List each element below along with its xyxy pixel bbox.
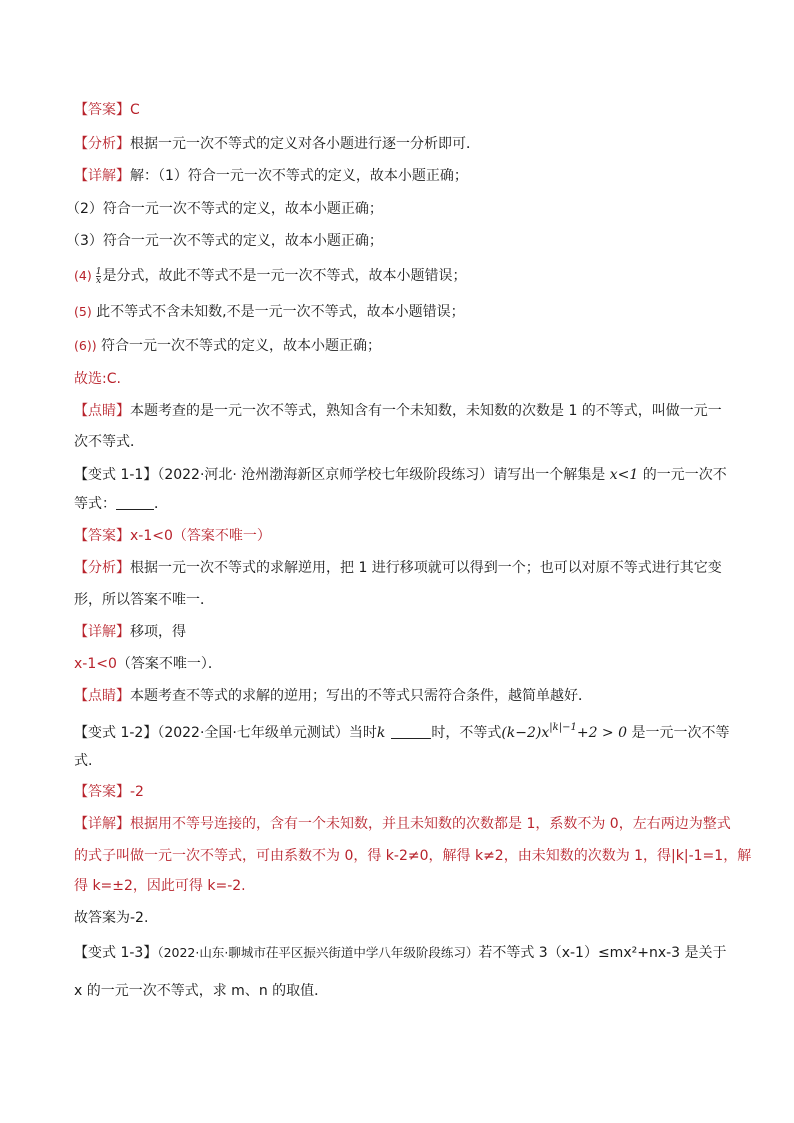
detail-item-2: （2）符合一元一次不等式的定义，故本小题正确； [66,201,383,217]
detail-item-4 [74,266,466,286]
detail-tag: 【详解】 [74,624,130,640]
detail-answer-line [74,654,222,674]
variant-1-3-line [74,943,727,963]
solution-set: x<1 [609,467,639,483]
variant-text: 当时 [348,725,377,741]
item-number: (4) [74,268,92,283]
answer-tag: 【答案】 [74,102,130,118]
variant-source: （2022·山东·聊城市茌平区振兴街道中学八年级阶段练习） [157,945,479,960]
detail-continuation-2: 得 k=±2，因此可得 k=-2. [74,878,246,894]
comment-line [74,686,592,706]
variant-1-2-continuation: 式. [74,753,93,769]
detail-item-5 [74,302,465,322]
variant-tag: 【变式 1-2】 [74,725,158,741]
variant-source: （2022·河北· 沧州渤海新区京师学校七年级阶段练习） [157,467,494,483]
comment-tag: 【点睛】 [74,403,130,419]
analysis-text: 根据一元一次不等式的定义对各小题进行逐一分析即可． [130,136,480,152]
detail-line [74,622,186,642]
analysis-line [74,558,722,578]
detail-tag: 【详解】 [74,816,130,832]
analysis-continuation: 形，所以答案不唯一． [74,592,214,608]
variant-1-1-continuation: 等式： ． [74,496,168,512]
detail-tag: 【详解】 [74,168,130,184]
item-text: 是分式，故此不等式不是一元一次不等式，故本小题错误； [102,268,467,284]
answer-tag: 【答案】 [74,528,130,544]
variant-1-3-continuation: x 的一元一次不等式，求 m、n 的取值． [74,983,329,999]
analysis-tag: 【分析】 [74,136,130,152]
item-text: 此不等式不含未知数,不是一元一次不等式，故本小题错误； [91,304,465,320]
detail-line [74,166,468,186]
item-text: 符合一元一次不等式的定义，故本小题正确； [96,338,382,354]
fraction: $\frac{1}{x}$ [95,266,102,286]
answer-blank [116,494,154,510]
answer-value: x-1<0 [130,528,173,544]
item-number: (5) [74,304,92,319]
answer-value: -2 [130,784,144,800]
comment-line [74,401,722,421]
analysis-text: 根据一元一次不等式的求解逆用，把 1 进行移项就可以得到一个；也可以对原不等式进行其它变 [130,560,722,576]
variant-1-1-line [74,465,727,485]
comment-text: 本题考查不等式的求解的逆用；写出的不等式只需符合条件，越简单越好． [130,688,592,704]
detail-continuation: 的式子叫做一元一次不等式，可由系数不为 0，得 k-2≠0，解得 k≠2，由未知数的次数为 1，得|k|-1=1，解 [74,848,752,864]
exponent: |k|−1 [549,722,577,733]
analysis-line [74,134,480,154]
answer-line [74,100,140,120]
variant-text: 请写出一个解集是 [493,467,610,483]
answer-line [74,526,271,546]
detail-item-6 [74,336,381,356]
variant-text-2: 的一元一次不 [638,467,727,483]
comment-continuation: 次不等式． [74,434,144,450]
variant-tag: 【变式 1-3】 [74,945,158,961]
comment-text: 本题考查的是一元一次不等式，熟知含有一个未知数，未知数的次数是 1 的不等式，叫做一元一 [130,403,722,419]
detail-text: 根据用不等号连接的，含有一个未知数，并且未知数的次数都是 1，系数不为 0，左右两边为整式 [130,816,731,832]
inequality-expression: (k−2)x [501,725,550,741]
analysis-tag: 【分析】 [74,560,130,576]
variant-source: （2022·全国·七年级单元测试） [157,725,349,741]
answer-line [74,782,144,802]
variant-1-2-line: 【变式 1-2】（2022·全国·七年级单元测试）当时k 时，不等式$(k-2)x^{|k|-1}+2 > 0$ 是一元一次不等 [74,722,730,741]
detail-item-3: （3）符合一元一次不等式的定义，故本小题正确； [66,233,383,249]
variant-text: 若不等式 3（x-1）≤mx²+nx-3 是关于 [478,945,727,961]
answer-blank [391,723,431,739]
variable-k: k [376,725,386,741]
conclusion-line: 故选:C. [74,371,121,387]
detail-answer: x-1<0 [74,656,117,672]
detail-line [74,814,731,834]
detail-text: 移项，得 [130,624,186,640]
final-answer-line: 故答案为-2. [74,910,149,926]
detail-text: 解：（1）符合一元一次不等式的定义，故本小题正确； [130,168,468,184]
answer-value: C [130,102,140,118]
answer-tag: 【答案】 [74,784,130,800]
variant-tag: 【变式 1-1】 [74,467,158,483]
item-number: (6)) [74,338,97,353]
answer-note: （答案不唯一） [172,528,271,544]
detail-note: （答案不唯一）． [116,656,222,672]
comment-tag: 【点睛】 [74,688,130,704]
